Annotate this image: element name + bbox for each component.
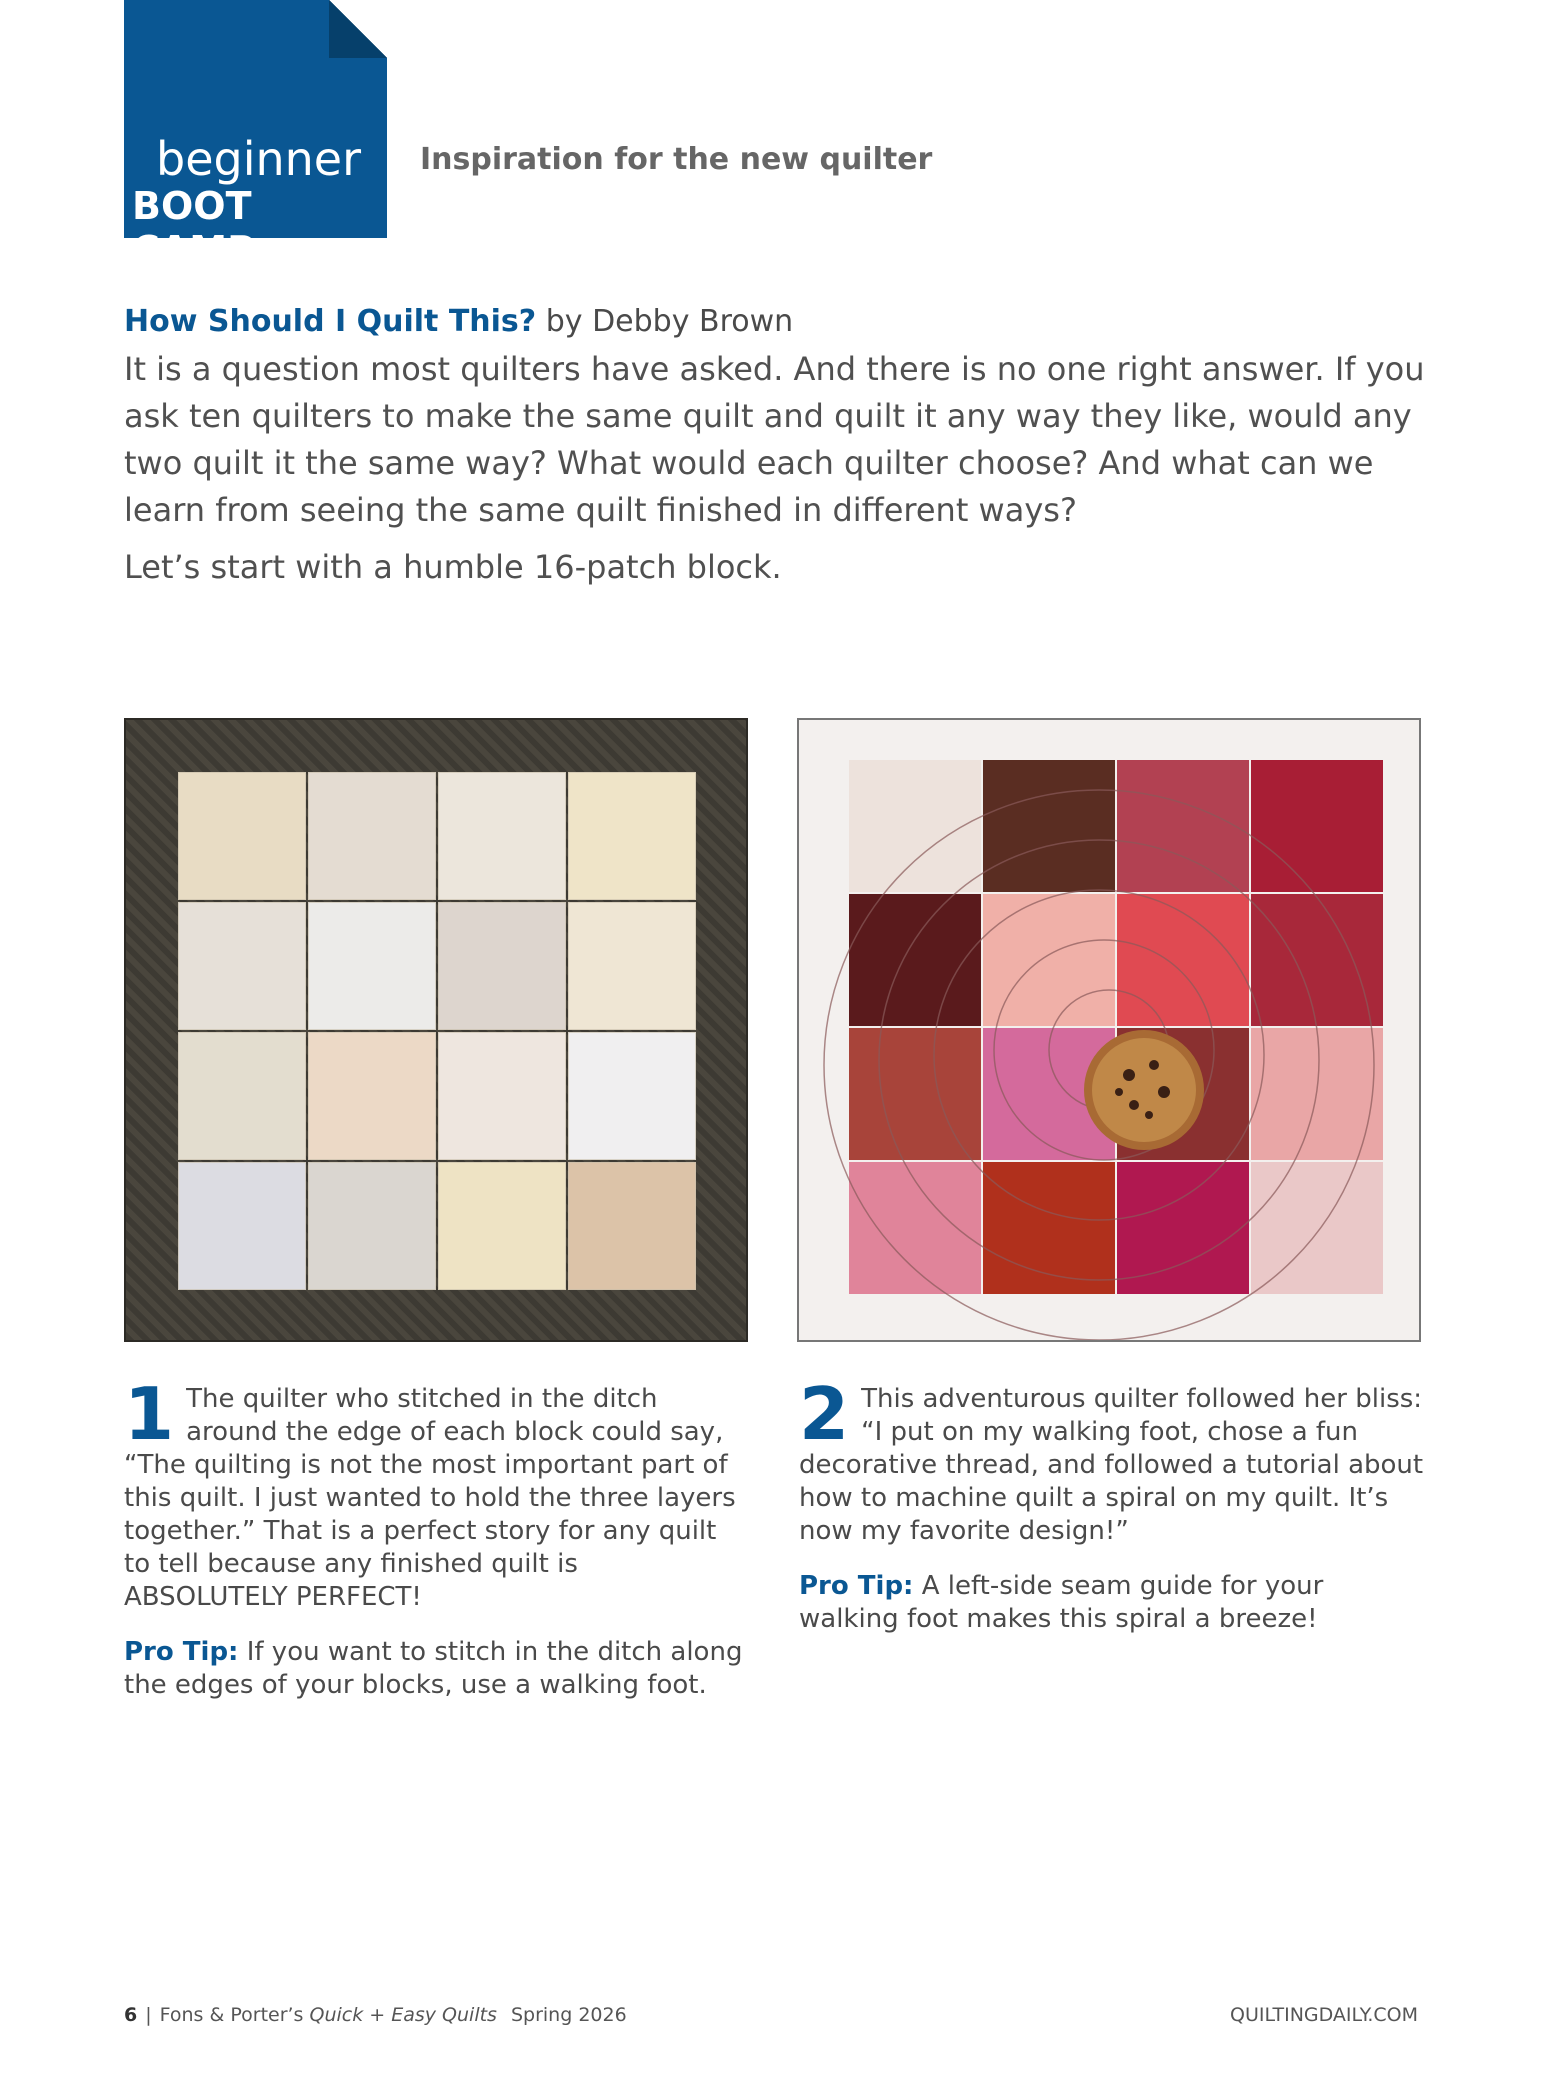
- article-byline: by Debby Brown: [536, 304, 794, 339]
- quilt-patch: [438, 772, 566, 900]
- quilt-patch: [438, 1162, 566, 1290]
- quilt-patch: [178, 1162, 306, 1290]
- pro-tip-text-2: A left-side seam guide for your walking foot makes this spiral a breeze!: [799, 1571, 1324, 1634]
- pro-tip-1: [124, 1636, 749, 1702]
- footer-website: QUILTINGDAILY.COM: [1230, 2004, 1418, 2026]
- caption-2: [799, 1372, 1424, 1636]
- article-title: How Should I Quilt This?: [124, 304, 537, 339]
- pro-tip-2: [799, 1570, 1424, 1636]
- quilt-photo-1: [124, 718, 748, 1342]
- quilt-patch: [568, 1032, 696, 1160]
- quilt-patch: [568, 772, 696, 900]
- quilt-patch: [178, 772, 306, 900]
- page-fold-corner: [329, 0, 387, 58]
- article-heading: [124, 304, 793, 339]
- quilt-patch: [308, 1032, 436, 1160]
- caption-1: [124, 1372, 749, 1702]
- caption-text-2: This adventurous quilter followed her bliss: “I put on my walking foot, chose a fun decorative thread, and followed a tutorial about how to machine quilt a spiral on my quilt. It’s now my favorite design!”: [799, 1384, 1424, 1546]
- quilt-patch: [178, 1032, 306, 1160]
- pro-tip-label-2: Pro Tip:: [799, 1571, 914, 1601]
- tab-beginner-text: beginner: [156, 132, 362, 186]
- pro-tip-label-1: Pro Tip:: [124, 1637, 239, 1667]
- issue-date: Spring 2026: [510, 2004, 627, 2026]
- publication-title: Quick + Easy Quilts: [309, 2004, 497, 2026]
- quilt-patch: [568, 902, 696, 1030]
- section-tab: [124, 0, 387, 272]
- quilt-patch: [438, 902, 566, 1030]
- quilt-patch: [568, 1162, 696, 1290]
- tab-bootcamp-text: BOOT CAMP: [132, 184, 255, 272]
- caption-number-1: 1: [124, 1372, 175, 1456]
- footer-publication: [124, 2004, 627, 2026]
- pro-tip-text-1: If you want to stitch in the ditch along the edges of your blocks, use a walking foot.: [124, 1637, 743, 1700]
- page-number: 6: [124, 2004, 138, 2026]
- article-intro: It is a question most quilters have asked. And there is no one right answer. If you ask ten quilters to make the same quilt and quilt it any way they like, would any two quilt it the same way? What would each quilter choose? And what can we learn from seeing the same quilt finished in different ways?: [124, 350, 1425, 529]
- quilt-patch: [308, 902, 436, 1030]
- quilt-patch: [178, 902, 306, 1030]
- caption-number-2: 2: [799, 1372, 850, 1456]
- publication-prefix: Fons & Porter’s: [159, 2004, 310, 2026]
- quilt-photo-2: [797, 718, 1421, 1342]
- quilt-patch: [438, 1032, 566, 1160]
- section-tagline: Inspiration for the new quilter: [420, 142, 933, 177]
- article-intro-2: Let’s start with a humble 16-patch block.: [124, 548, 782, 586]
- spiral-stitching-icon: [799, 720, 1419, 1340]
- footer-separator: |: [145, 2004, 152, 2026]
- caption-text-1: The quilter who stitched in the ditch around the edge of each block could say, “The quilting is not the most important part of this quilt. I just wanted to hold the three layers together.” That is a perfect story for any quilt to tell because any finished quilt is ABSOLUTELY PERFECT!: [124, 1384, 736, 1612]
- quilt-patch: [308, 1162, 436, 1290]
- quilt-patch: [308, 772, 436, 900]
